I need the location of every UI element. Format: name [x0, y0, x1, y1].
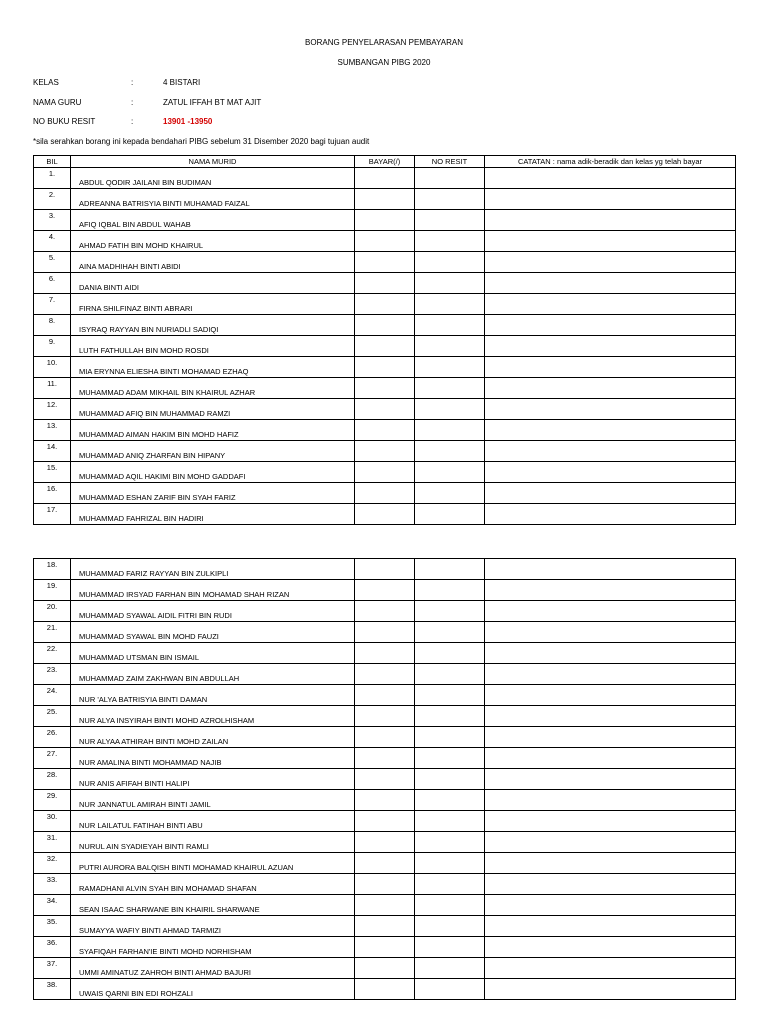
student-name: NUR 'ALYA BATRISYIA BINTI DAMAN — [71, 685, 355, 706]
paid-cell[interactable] — [355, 811, 415, 832]
paid-cell[interactable] — [355, 937, 415, 958]
row-number: 29. — [34, 790, 71, 811]
remarks-cell[interactable] — [485, 294, 736, 315]
paid-cell[interactable] — [355, 895, 415, 916]
remarks-cell[interactable] — [485, 601, 736, 622]
paid-cell[interactable] — [355, 210, 415, 231]
receipt-no-cell[interactable] — [415, 811, 485, 832]
paid-cell[interactable] — [355, 336, 415, 357]
paid-cell[interactable] — [355, 664, 415, 685]
remarks-cell[interactable] — [485, 895, 736, 916]
header-receipt-no: NO RESIT — [415, 156, 485, 168]
row-number: 31. — [34, 832, 71, 853]
receipt-no-cell[interactable] — [415, 706, 485, 727]
receipt-no-cell[interactable] — [415, 559, 485, 580]
student-name: NUR ANIS AFIFAH BINTI HALIPI — [71, 769, 355, 790]
row-number: 33. — [34, 874, 71, 895]
paid-cell[interactable] — [355, 769, 415, 790]
row-number: 34. — [34, 895, 71, 916]
table-row — [34, 937, 736, 958]
row-number: 6. — [34, 273, 71, 294]
receipt-no-cell[interactable] — [415, 210, 485, 231]
paid-cell[interactable] — [355, 420, 415, 441]
remarks-cell[interactable] — [485, 580, 736, 601]
student-name: MUHAMMAD AFIQ BIN MUHAMMAD RAMZI — [71, 399, 355, 420]
remarks-cell[interactable] — [485, 979, 736, 1000]
remarks-cell[interactable] — [485, 958, 736, 979]
table-row — [34, 958, 736, 979]
remarks-cell[interactable] — [485, 622, 736, 643]
paid-cell[interactable] — [355, 252, 415, 273]
class-colon: : — [131, 78, 134, 87]
row-number: 30. — [34, 811, 71, 832]
table-row — [34, 399, 736, 420]
paid-cell[interactable] — [355, 504, 415, 525]
student-name: UMMI AMINATUZ ZAHROH BINTI AHMAD BAJURI — [71, 958, 355, 979]
receipt-no-cell[interactable] — [415, 916, 485, 937]
remarks-cell[interactable] — [485, 504, 736, 525]
table-row — [34, 168, 736, 189]
paid-cell[interactable] — [355, 853, 415, 874]
student-name: MUHAMMAD ESHAN ZARIF BIN SYAH FARIZ — [71, 483, 355, 504]
remarks-cell[interactable] — [485, 706, 736, 727]
receipt-no-cell[interactable] — [415, 685, 485, 706]
table-row — [34, 294, 736, 315]
table-row — [34, 874, 736, 895]
student-name: AFIQ IQBAL BIN ABDUL WAHAB — [71, 210, 355, 231]
remarks-cell[interactable] — [485, 916, 736, 937]
row-number: 27. — [34, 748, 71, 769]
remarks-cell[interactable] — [485, 420, 736, 441]
table-row — [34, 462, 736, 483]
table-row — [34, 748, 736, 769]
table-row — [34, 273, 736, 294]
class-label: KELAS — [33, 78, 59, 87]
row-number: 17. — [34, 504, 71, 525]
row-number: 15. — [34, 462, 71, 483]
student-name: ADREANNA BATRISYIA BINTI MUHAMAD FAIZAL — [71, 189, 355, 210]
paid-cell[interactable] — [355, 168, 415, 189]
paid-cell[interactable] — [355, 832, 415, 853]
table-row — [34, 504, 736, 525]
row-number: 10. — [34, 357, 71, 378]
student-name: ABDUL QODIR JAILANI BIN BUDIMAN — [71, 168, 355, 189]
remarks-cell[interactable] — [485, 462, 736, 483]
student-name: MUHAMMAD ANIQ ZHARFAN BIN HIPANY — [71, 441, 355, 462]
student-name: RAMADHANI ALVIN SYAH BIN MOHAMAD SHAFAN — [71, 874, 355, 895]
paid-cell[interactable] — [355, 357, 415, 378]
student-table-page-2 — [33, 558, 736, 1000]
student-name: NUR LAILATUL FATIHAH BINTI ABU — [71, 811, 355, 832]
remarks-cell[interactable] — [485, 685, 736, 706]
receipt-no-cell[interactable] — [415, 832, 485, 853]
student-name: MUHAMMAD ZAIM ZAKHWAN BIN ABDULLAH — [71, 664, 355, 685]
receipt-no-cell[interactable] — [415, 399, 485, 420]
table-row — [34, 189, 736, 210]
receipt-no-cell[interactable] — [415, 294, 485, 315]
receipt-no-cell[interactable] — [415, 231, 485, 252]
table-row — [34, 580, 736, 601]
table-row — [34, 895, 736, 916]
paid-cell[interactable] — [355, 643, 415, 664]
row-number: 4. — [34, 231, 71, 252]
row-number: 21. — [34, 622, 71, 643]
remarks-cell[interactable] — [485, 336, 736, 357]
paid-cell[interactable] — [355, 378, 415, 399]
table-row — [34, 231, 736, 252]
table-row — [34, 832, 736, 853]
table-row — [34, 664, 736, 685]
student-name: FIRNA SHILFINAZ BINTI ABRARI — [71, 294, 355, 315]
receipt-book-colon: : — [131, 117, 134, 126]
table-row — [34, 727, 736, 748]
table-row — [34, 979, 736, 1000]
student-name: MUHAMMAD FAHRIZAL BIN HADIRI — [71, 504, 355, 525]
table-row — [34, 559, 736, 580]
student-name: AINA MADHIHAH BINTI ABIDI — [71, 252, 355, 273]
remarks-cell[interactable] — [485, 315, 736, 336]
row-number: 22. — [34, 643, 71, 664]
student-name: SEAN ISAAC SHARWANE BIN KHAIRIL SHARWANE — [71, 895, 355, 916]
receipt-no-cell[interactable] — [415, 273, 485, 294]
header-remarks: CATATAN : nama adik-beradik dan kelas yg telah bayar — [485, 156, 736, 168]
paid-cell[interactable] — [355, 231, 415, 252]
receipt-no-cell[interactable] — [415, 378, 485, 399]
receipt-no-cell[interactable] — [415, 504, 485, 525]
row-number: 13. — [34, 420, 71, 441]
paid-cell[interactable] — [355, 315, 415, 336]
receipt-no-cell[interactable] — [415, 622, 485, 643]
paid-cell[interactable] — [355, 580, 415, 601]
student-name: LUTH FATHULLAH BIN MOHD ROSDI — [71, 336, 355, 357]
row-number: 38. — [34, 979, 71, 1000]
teacher-label: NAMA GURU — [33, 98, 82, 107]
receipt-no-cell[interactable] — [415, 769, 485, 790]
receipt-no-cell[interactable] — [415, 168, 485, 189]
paid-cell[interactable] — [355, 273, 415, 294]
table-row — [34, 685, 736, 706]
row-number: 7. — [34, 294, 71, 315]
receipt-no-cell[interactable] — [415, 336, 485, 357]
teacher-colon: : — [131, 98, 134, 107]
remarks-cell[interactable] — [485, 273, 736, 294]
remarks-cell[interactable] — [485, 643, 736, 664]
receipt-no-cell[interactable] — [415, 958, 485, 979]
student-name: MUHAMMAD UTSMAN BIN ISMAIL — [71, 643, 355, 664]
student-name: NURUL AIN SYADIEYAH BINTI RAMLI — [71, 832, 355, 853]
row-number: 24. — [34, 685, 71, 706]
receipt-no-cell[interactable] — [415, 874, 485, 895]
header-bil: BIL — [34, 156, 71, 168]
receipt-book-value: 13901 -13950 — [163, 117, 213, 126]
table-row — [34, 252, 736, 273]
table-row — [34, 622, 736, 643]
receipt-no-cell[interactable] — [415, 189, 485, 210]
receipt-no-cell[interactable] — [415, 315, 485, 336]
receipt-no-cell[interactable] — [415, 853, 485, 874]
remarks-cell[interactable] — [485, 727, 736, 748]
table-row — [34, 811, 736, 832]
row-number: 11. — [34, 378, 71, 399]
row-number: 26. — [34, 727, 71, 748]
student-name: NUR AMALINA BINTI MOHAMMAD NAJIB — [71, 748, 355, 769]
remarks-cell[interactable] — [485, 378, 736, 399]
header-student-name: NAMA MURID — [71, 156, 355, 168]
row-number: 36. — [34, 937, 71, 958]
table-row — [34, 315, 736, 336]
table-row — [34, 853, 736, 874]
student-name: DANIA BINTI AIDI — [71, 273, 355, 294]
table-row — [34, 420, 736, 441]
paid-cell[interactable] — [355, 874, 415, 895]
paid-cell[interactable] — [355, 685, 415, 706]
remarks-cell[interactable] — [485, 748, 736, 769]
student-name: MUHAMMAD ADAM MIKHAIL BIN KHAIRUL AZHAR — [71, 378, 355, 399]
student-name: ISYRAQ RAYYAN BIN NURIADLI SADIQI — [71, 315, 355, 336]
paid-cell[interactable] — [355, 441, 415, 462]
header-paid: BAYAR(/) — [355, 156, 415, 168]
remarks-cell[interactable] — [485, 231, 736, 252]
table-row — [34, 916, 736, 937]
paid-cell[interactable] — [355, 979, 415, 1000]
remarks-cell[interactable] — [485, 937, 736, 958]
paid-cell[interactable] — [355, 559, 415, 580]
student-name: NUR ALYA INSYIRAH BINTI MOHD AZROLHISHAM — [71, 706, 355, 727]
remarks-cell[interactable] — [485, 357, 736, 378]
table-row — [34, 790, 736, 811]
receipt-no-cell[interactable] — [415, 937, 485, 958]
row-number: 19. — [34, 580, 71, 601]
receipt-no-cell[interactable] — [415, 979, 485, 1000]
row-number: 14. — [34, 441, 71, 462]
receipt-no-cell[interactable] — [415, 462, 485, 483]
table-row — [34, 210, 736, 231]
student-name: PUTRI AURORA BALQISH BINTI MOHAMAD KHAIRUL AZUAN — [71, 853, 355, 874]
paid-cell[interactable] — [355, 601, 415, 622]
receipt-no-cell[interactable] — [415, 420, 485, 441]
remarks-cell[interactable] — [485, 769, 736, 790]
paid-cell[interactable] — [355, 916, 415, 937]
remarks-cell[interactable] — [485, 441, 736, 462]
student-name: UWAIS QARNI BIN EDI ROHZALI — [71, 979, 355, 1000]
table-row — [34, 601, 736, 622]
receipt-no-cell[interactable] — [415, 748, 485, 769]
row-number: 20. — [34, 601, 71, 622]
student-name: MUHAMMAD SYAWAL AIDIL FITRI BIN RUDI — [71, 601, 355, 622]
receipt-no-cell[interactable] — [415, 790, 485, 811]
receipt-no-cell[interactable] — [415, 664, 485, 685]
paid-cell[interactable] — [355, 462, 415, 483]
remarks-cell[interactable] — [485, 832, 736, 853]
remarks-cell[interactable] — [485, 399, 736, 420]
remarks-cell[interactable] — [485, 790, 736, 811]
student-name: AHMAD FATIH BIN MOHD KHAIRUL — [71, 231, 355, 252]
receipt-no-cell[interactable] — [415, 441, 485, 462]
receipt-no-cell[interactable] — [415, 727, 485, 748]
remarks-cell[interactable] — [485, 853, 736, 874]
table-row — [34, 357, 736, 378]
class-value: 4 BISTARI — [163, 78, 201, 87]
receipt-no-cell[interactable] — [415, 580, 485, 601]
paid-cell[interactable] — [355, 622, 415, 643]
paid-cell[interactable] — [355, 790, 415, 811]
remarks-cell[interactable] — [485, 252, 736, 273]
form-title: BORANG PENYELARASAN PEMBAYARAN — [305, 38, 463, 47]
paid-cell[interactable] — [355, 294, 415, 315]
paid-cell[interactable] — [355, 483, 415, 504]
row-number: 9. — [34, 336, 71, 357]
receipt-no-cell[interactable] — [415, 601, 485, 622]
row-number: 3. — [34, 210, 71, 231]
row-number: 1. — [34, 168, 71, 189]
table-row — [34, 769, 736, 790]
student-name: MIA ERYNNA ELIESHA BINTI MOHAMAD EZHAQ — [71, 357, 355, 378]
student-name: MUHAMMAD SYAWAL BIN MOHD FAUZI — [71, 622, 355, 643]
table-row — [34, 441, 736, 462]
receipt-no-cell[interactable] — [415, 252, 485, 273]
student-table-page-1 — [33, 155, 736, 525]
remarks-cell[interactable] — [485, 559, 736, 580]
student-name: NUR ALYAA ATHIRAH BINTI MOHD ZAILAN — [71, 727, 355, 748]
table-row — [34, 706, 736, 727]
table-row — [34, 378, 736, 399]
paid-cell[interactable] — [355, 727, 415, 748]
row-number: 2. — [34, 189, 71, 210]
row-number: 23. — [34, 664, 71, 685]
table-row — [34, 643, 736, 664]
row-number: 18. — [34, 559, 71, 580]
table-row — [34, 483, 736, 504]
remarks-cell[interactable] — [485, 189, 736, 210]
remarks-cell[interactable] — [485, 210, 736, 231]
receipt-no-cell[interactable] — [415, 643, 485, 664]
receipt-no-cell[interactable] — [415, 483, 485, 504]
teacher-value: ZATUL IFFAH BT MAT AJIT — [163, 98, 262, 107]
row-number: 35. — [34, 916, 71, 937]
paid-cell[interactable] — [355, 748, 415, 769]
remarks-cell[interactable] — [485, 168, 736, 189]
row-number: 37. — [34, 958, 71, 979]
paid-cell[interactable] — [355, 706, 415, 727]
row-number: 12. — [34, 399, 71, 420]
audit-note: *sila serahkan borang ini kepada bendahari PIBG sebelum 31 Disember 2020 bagi tujuan audit — [33, 137, 370, 146]
receipt-book-label: NO BUKU RESIT — [33, 117, 96, 126]
remarks-cell[interactable] — [485, 483, 736, 504]
remarks-cell[interactable] — [485, 874, 736, 895]
student-name: MUHAMMAD AQIL HAKIMI BIN MOHD GADDAFI — [71, 462, 355, 483]
row-number: 32. — [34, 853, 71, 874]
receipt-no-cell[interactable] — [415, 357, 485, 378]
row-number: 5. — [34, 252, 71, 273]
student-name: NUR JANNATUL AMIRAH BINTI JAMIL — [71, 790, 355, 811]
table-row — [34, 336, 736, 357]
remarks-cell[interactable] — [485, 811, 736, 832]
paid-cell[interactable] — [355, 189, 415, 210]
remarks-cell[interactable] — [485, 664, 736, 685]
row-number: 8. — [34, 315, 71, 336]
student-name: MUHAMMAD IRSYAD FARHAN BIN MOHAMAD SHAH RIZAN — [71, 580, 355, 601]
paid-cell[interactable] — [355, 399, 415, 420]
student-name: MUHAMMAD AIMAN HAKIM BIN MOHD HAFIZ — [71, 420, 355, 441]
row-number: 25. — [34, 706, 71, 727]
student-name: SUMAYYA WAFIY BINTI AHMAD TARMIZI — [71, 916, 355, 937]
row-number: 28. — [34, 769, 71, 790]
student-name: SYAFIQAH FARHAN'IE BINTI MOHD NORHISHAM — [71, 937, 355, 958]
form-subtitle: SUMBANGAN PIBG 2020 — [337, 58, 431, 67]
row-number: 16. — [34, 483, 71, 504]
table-header-row — [34, 156, 736, 168]
student-name: MUHAMMAD FARIZ RAYYAN BIN ZULKIPLI — [71, 559, 355, 580]
paid-cell[interactable] — [355, 958, 415, 979]
receipt-no-cell[interactable] — [415, 895, 485, 916]
